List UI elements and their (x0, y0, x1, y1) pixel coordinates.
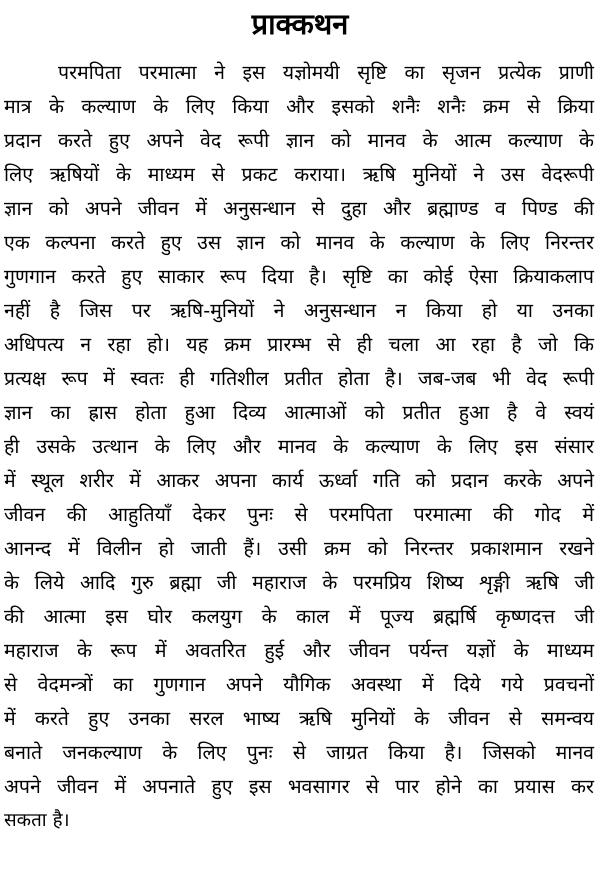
text-line: नहीं है जिस पर ऋषि-मुनियों ने अनुसन्धान न किया हो या उनका (4, 299, 594, 322)
text-line: ज्ञान को अपने जीवन में अनुसन्धान से दुहा और ब्रह्माण्ड व पिण्ड की (4, 197, 594, 220)
text-line: में स्थूल शरीर में आकर अपना कार्य ऊर्ध्वा गति को प्रदान करके अपने (4, 469, 594, 492)
text-line: प्रत्यक्ष रूप में स्वतः ही गतिशील प्रतीत होता है। जब-जब भी वेद रूपी (4, 367, 594, 390)
text-line: परमपिता परमात्मा ने इस यज्ञोमयी सृष्टि का सृजन प्रत्येक प्राणी (58, 61, 594, 84)
text-line: लिए ऋषियों के माध्यम से प्रकट कराया। ऋषि मुनियों ने उस वेदरूपी (4, 163, 594, 186)
text-line: से वेदमन्त्रों का गुणगान अपने यौगिक अवस्था में दिये गये प्रवचनों (4, 673, 594, 696)
text-line: एक कल्पना करते हुए उस ज्ञान को मानव के कल्याण के लिए निरन्तर (4, 231, 594, 254)
text-line: के लिये आदि गुरु ब्रह्मा जी महाराज के परमप्रिय शिष्य शृङ्गी ऋषि जी (4, 571, 594, 594)
text-line: महाराज के रूप में अवतरित हुई और जीवन पर्यन्त यज्ञों के माध्यम (4, 639, 594, 662)
text-line: की आत्मा इस घोर कलयुग के काल में पूज्य ब्रह्मर्षि कृष्णदत्त जी (4, 605, 594, 628)
text-line: ज्ञान का ह्रास होता हुआ दिव्य आत्माओं को प्रतीत हुआ है वे स्वयं (4, 401, 594, 424)
text-line: ही उसके उत्थान के लिए और मानव के कल्याण के लिए इस संसार (4, 435, 594, 458)
text-line: बनाते जनकल्याण के लिए पुनः से जाग्रत किया है। जिसको मानव (4, 741, 594, 764)
text-line: जीवन की आहुतियाँ देकर पुनः से परमपिता परमात्मा की गोद में (4, 503, 594, 526)
text-line: आनन्द में विलीन हो जाती हैं। उसी क्रम को निरन्तर प्रकाशमान रखने (4, 537, 594, 560)
text-line: गुणगान करते हुए साकार रूप दिया है। सृष्टि का कोई ऐसा क्रियाकलाप (4, 265, 594, 288)
text-line: सकता है। (4, 810, 70, 831)
text-line: में करते हुए उनका सरल भाष्य ऋषि मुनियों के जीवन से समन्वय (4, 707, 594, 730)
text-line: मात्र के कल्याण के लिए किया और इसको शनैः शनैः क्रम से क्रिया (4, 95, 594, 118)
page-title: प्राक्कथन (251, 7, 349, 41)
text-line: अधिपत्य न रहा हो। यह क्रम प्रारम्भ से ही चला आ रहा है जो कि (4, 333, 594, 356)
text-line: प्रदान करते हुए अपने वेद रूपी ज्ञान को मानव के आत्म कल्याण के (4, 129, 594, 152)
text-line: अपने जीवन में अपनाते हुए इस भवसागर से पार होने का प्रयास कर (4, 775, 594, 798)
